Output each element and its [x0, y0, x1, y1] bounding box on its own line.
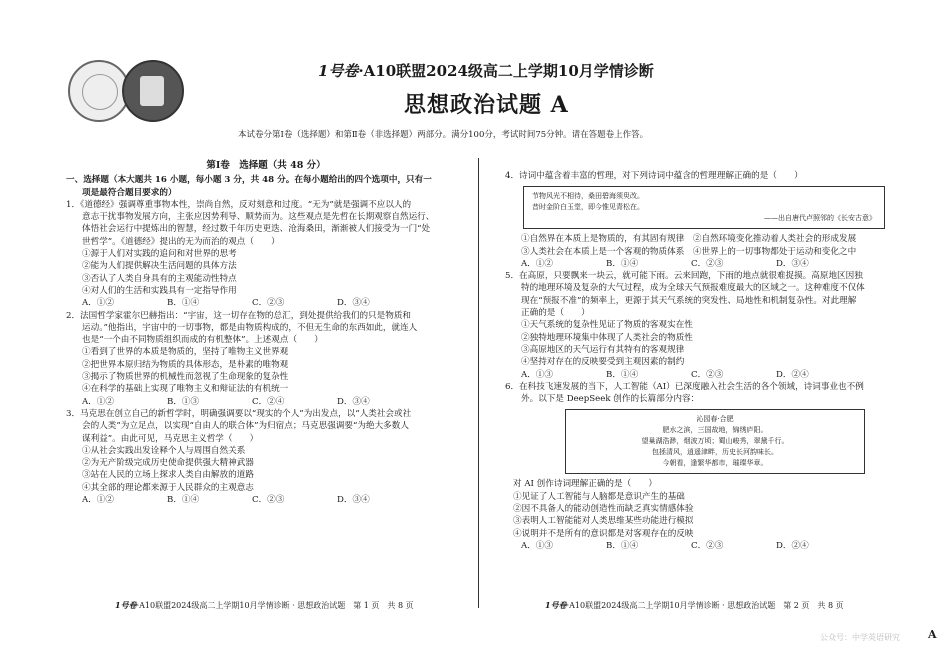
answer-c: C．②③: [691, 540, 724, 551]
q3-option: ④其全部的理论都来源于人民群众的主观意志: [82, 482, 254, 493]
q3-line: 3．马克思在创立自己的新哲学时，明确强调要以“现实的个人”为出发点，以“人类社会或社: [66, 408, 412, 419]
answer-b: B．①④: [606, 258, 639, 269]
q2-line: 运动。”他指出，宇宙中的一切事物，都是由物质构成的，不但无生命的东西如此，就连人: [82, 322, 418, 333]
q2-line: 也是“一个由不同物质组织而成的有机整体”。上述观点（ ）: [82, 335, 323, 346]
q3-answers: [66, 494, 466, 506]
section-title: 第Ⅰ卷 选择题（共 48 分）: [206, 160, 326, 171]
answer-d: D．②④: [776, 369, 809, 380]
answer-a: A．①②: [82, 396, 114, 407]
corner-letter: A: [928, 628, 937, 641]
q6-line: 6．在科技飞速发展的当下，人工智能（AI）已深度融入社会生活的各个领域，诗词事业也不例: [505, 381, 864, 392]
answer-c: C．②③: [691, 369, 724, 380]
q1-line: 世哲学”。《道德经》提出的无为而治的观点（ ）: [82, 236, 280, 247]
answer-d: D．③④: [337, 396, 370, 407]
alliance-logo: [68, 60, 130, 122]
q2-line: 2．法国哲学家霍尔巴赫指出：“宇宙，这一切存在物的总汇，到处提供给我们的只是物质和: [66, 310, 412, 321]
q3-option: ①从社会实践出发诠释个人与周围自然关系: [82, 445, 246, 456]
q6-option: ①见证了人工智能与人脑都是意识产生的基础: [513, 491, 685, 502]
answer-d: D．②④: [776, 540, 809, 551]
answer-c: C．②③: [691, 258, 724, 269]
poem-source: ——出自唐代卢照邻的《长安古意》: [764, 214, 876, 223]
q5-line: 特的地理环境及复杂的大气过程，成为全球天气预报难度最大的区域之一。这种难度不仅体: [521, 283, 865, 294]
q5-option: ④坚持对存在的反映要受到主观因素的制约: [521, 357, 685, 368]
q6-poem-box: [565, 409, 865, 474]
q2-option: ②把世界本原归结为物质的具体形态，是朴素的唯物观: [82, 359, 289, 370]
watermark: 公众号：中学英语研究: [820, 633, 900, 642]
q4-poem-box: [523, 186, 885, 229]
q5-line: 正确的是（ ）: [521, 308, 590, 319]
q2-option: ④在科学的基础上实现了唯物主义和辩证法的有机统一: [82, 384, 289, 395]
q3-line: 会的人类”为立足点，以实现“自由人的联合体”为归宿点；马克思强调要“为绝大多数人: [82, 421, 409, 432]
answer-b: B．①④: [167, 495, 200, 506]
footer-right: 1号卷·A10联盟2024级高二上学期10月学情诊断 · 思想政治试题 第 2 页 共 8 页: [545, 600, 844, 610]
answer-a: A．①③: [521, 369, 553, 380]
q5-line: 现在“预报不准”的频率上，更源于其天气系统的突发性、局地性和机制复杂性。对此理解: [521, 295, 857, 306]
q3-option: ③站在人民的立场上探求人类自由解放的道路: [82, 470, 254, 481]
q1-option: ①源于人们对实践的追问和对世界的思考: [82, 249, 237, 260]
q6-stem: 对 AI 创作诗词理解正确的是（ ）: [513, 479, 657, 490]
exam-title: 1号卷·A10联盟2024级高二上学期10月学情诊断: [318, 62, 654, 80]
answer-b: B．①④: [606, 540, 639, 551]
poem-line: 包拯清风，逍遥津畔，历史长河韵味长。: [652, 448, 778, 457]
answer-d: D．③④: [337, 298, 370, 309]
q3-option: ②为无产阶级完成历史使命提供强大精神武器: [82, 458, 254, 469]
answer-a: A．①②: [82, 495, 114, 506]
right-column: [505, 170, 885, 552]
education-logo: [122, 60, 184, 122]
q3-line: 谋利益”。由此可见，马克思主义哲学（ ）: [82, 433, 259, 444]
column-divider: [478, 158, 479, 608]
q2-answers: [66, 396, 466, 408]
q1-option: ②能为人们提供解决生活问题的具体方法: [82, 261, 237, 272]
answer-d: D．③④: [337, 495, 370, 506]
q1-line: 体悟社会运行中提炼出的智慧，经过数千年历史更迭、沧海桑田，渐渐被人们接受为一门“处: [82, 224, 431, 235]
q1-answers: [66, 297, 466, 309]
exam-note: 本试卷分第Ⅰ卷（选择题）和第Ⅱ卷（非选择题）两部分。满分100分，考试时间75分钟。请在答题卷上作答。: [238, 130, 649, 140]
answer-b: B．①③: [167, 396, 200, 407]
q5-option: ①天气系统的复杂性见证了物质的客观实在性: [521, 320, 693, 331]
q6-option: ③表明人工智能能对人类思维某些功能进行模拟: [513, 516, 694, 527]
subject-title: 思想政治试题 A: [404, 92, 569, 118]
q6-option: ④说明并不是所有的意识都是对客观存在的反映: [513, 528, 694, 539]
q4-stem: 4．诗词中蕴含着丰富的哲理，对下列诗词中蕴含的哲理理解正确的是（ ）: [505, 171, 803, 181]
poem-title: 沁园春·合肥: [696, 415, 734, 424]
q2-option: ③揭示了物质世界的机械性而忽视了生命现象的复杂性: [82, 372, 289, 383]
q1-line: 意志干扰事物发展方向，主张应因势利导、顺势而为。这些观点是先哲在长期观察自然运行、: [82, 212, 435, 223]
poem-line: 节物风光不相待，桑田碧海须臾改。: [532, 192, 644, 201]
answer-d: D．③④: [776, 258, 809, 269]
q6-option: ②因不具备人的能动创造性而缺乏真实情感体验: [513, 504, 694, 515]
poem-line: 肥水之滨，三国故地，锦绣庐阳。: [662, 426, 768, 435]
q5-line: 5．在高原，只要飘来一块云，就可能下雨。云来回跑，下雨的地点就很难捉摸。高原地区因独: [505, 271, 863, 282]
poem-line: 望巢湖浩渺，烟波万顷；蜀山峻秀，翠黛千行。: [641, 437, 789, 446]
q1-option: ③否认了人类自身具有的主观能动性特点: [82, 273, 237, 284]
q5-option: ②独特地理环境集中体现了人类社会的物质性: [521, 332, 693, 343]
q4-option: ①自然界在本质上是物质的，有其固有规律 ②自然环境变化推动着人类社会的形成发展: [521, 234, 857, 245]
q2-option: ①看到了世界的本质是物质的，坚持了唯物主义世界观: [82, 347, 289, 358]
poem-line: 昔时金阶白玉堂，即今惟见青松在。: [532, 203, 644, 212]
answer-c: C．②③: [252, 495, 285, 506]
section-instruction: 一、选择题（本大题共 16 小题，每小题 3 分，共 48 分。在每小题给出的四个选项中，只有一: [66, 175, 432, 186]
q1-line: 1．《道德经》强调尊重事物本性，崇尚自然，反对刻意和过度。“无为”就是强调不应以人的: [66, 199, 412, 210]
answer-a: A．①②: [82, 298, 114, 309]
q4-answers: [505, 258, 885, 270]
q5-answers: [505, 369, 885, 381]
answer-c: C．②④: [252, 396, 285, 407]
q1-option: ④对人们的生活和实践具有一定指导作用: [82, 285, 237, 296]
q6-line: 外。以下是 DeepSeek 创作的长篇部分内容：: [521, 394, 700, 405]
q5-option: ③高原地区的天气运行有其特有的客观规律: [521, 344, 685, 355]
left-column: [66, 160, 466, 506]
footer-left: 1号卷·A10联盟2024级高二上学期10月学情诊断 · 思想政治试题 第 1 页 共 8 页: [115, 600, 414, 610]
poem-line: 今朝看，逢繁华都市，璀璨华章。: [662, 459, 768, 468]
q4-option: ③人类社会在本质上是一个客观的物质体系 ④世界上的一切事物都处于运动和变化之中: [521, 246, 857, 257]
answer-a: A．①③: [521, 540, 553, 551]
answer-a: A．①②: [521, 258, 553, 269]
answer-b: B．①④: [167, 298, 200, 309]
answer-c: C．②③: [252, 298, 285, 309]
section-instruction-cont: 项是最符合题目要求的）: [82, 187, 177, 198]
answer-b: B．①④: [606, 369, 639, 380]
q6-answers: [505, 540, 885, 552]
